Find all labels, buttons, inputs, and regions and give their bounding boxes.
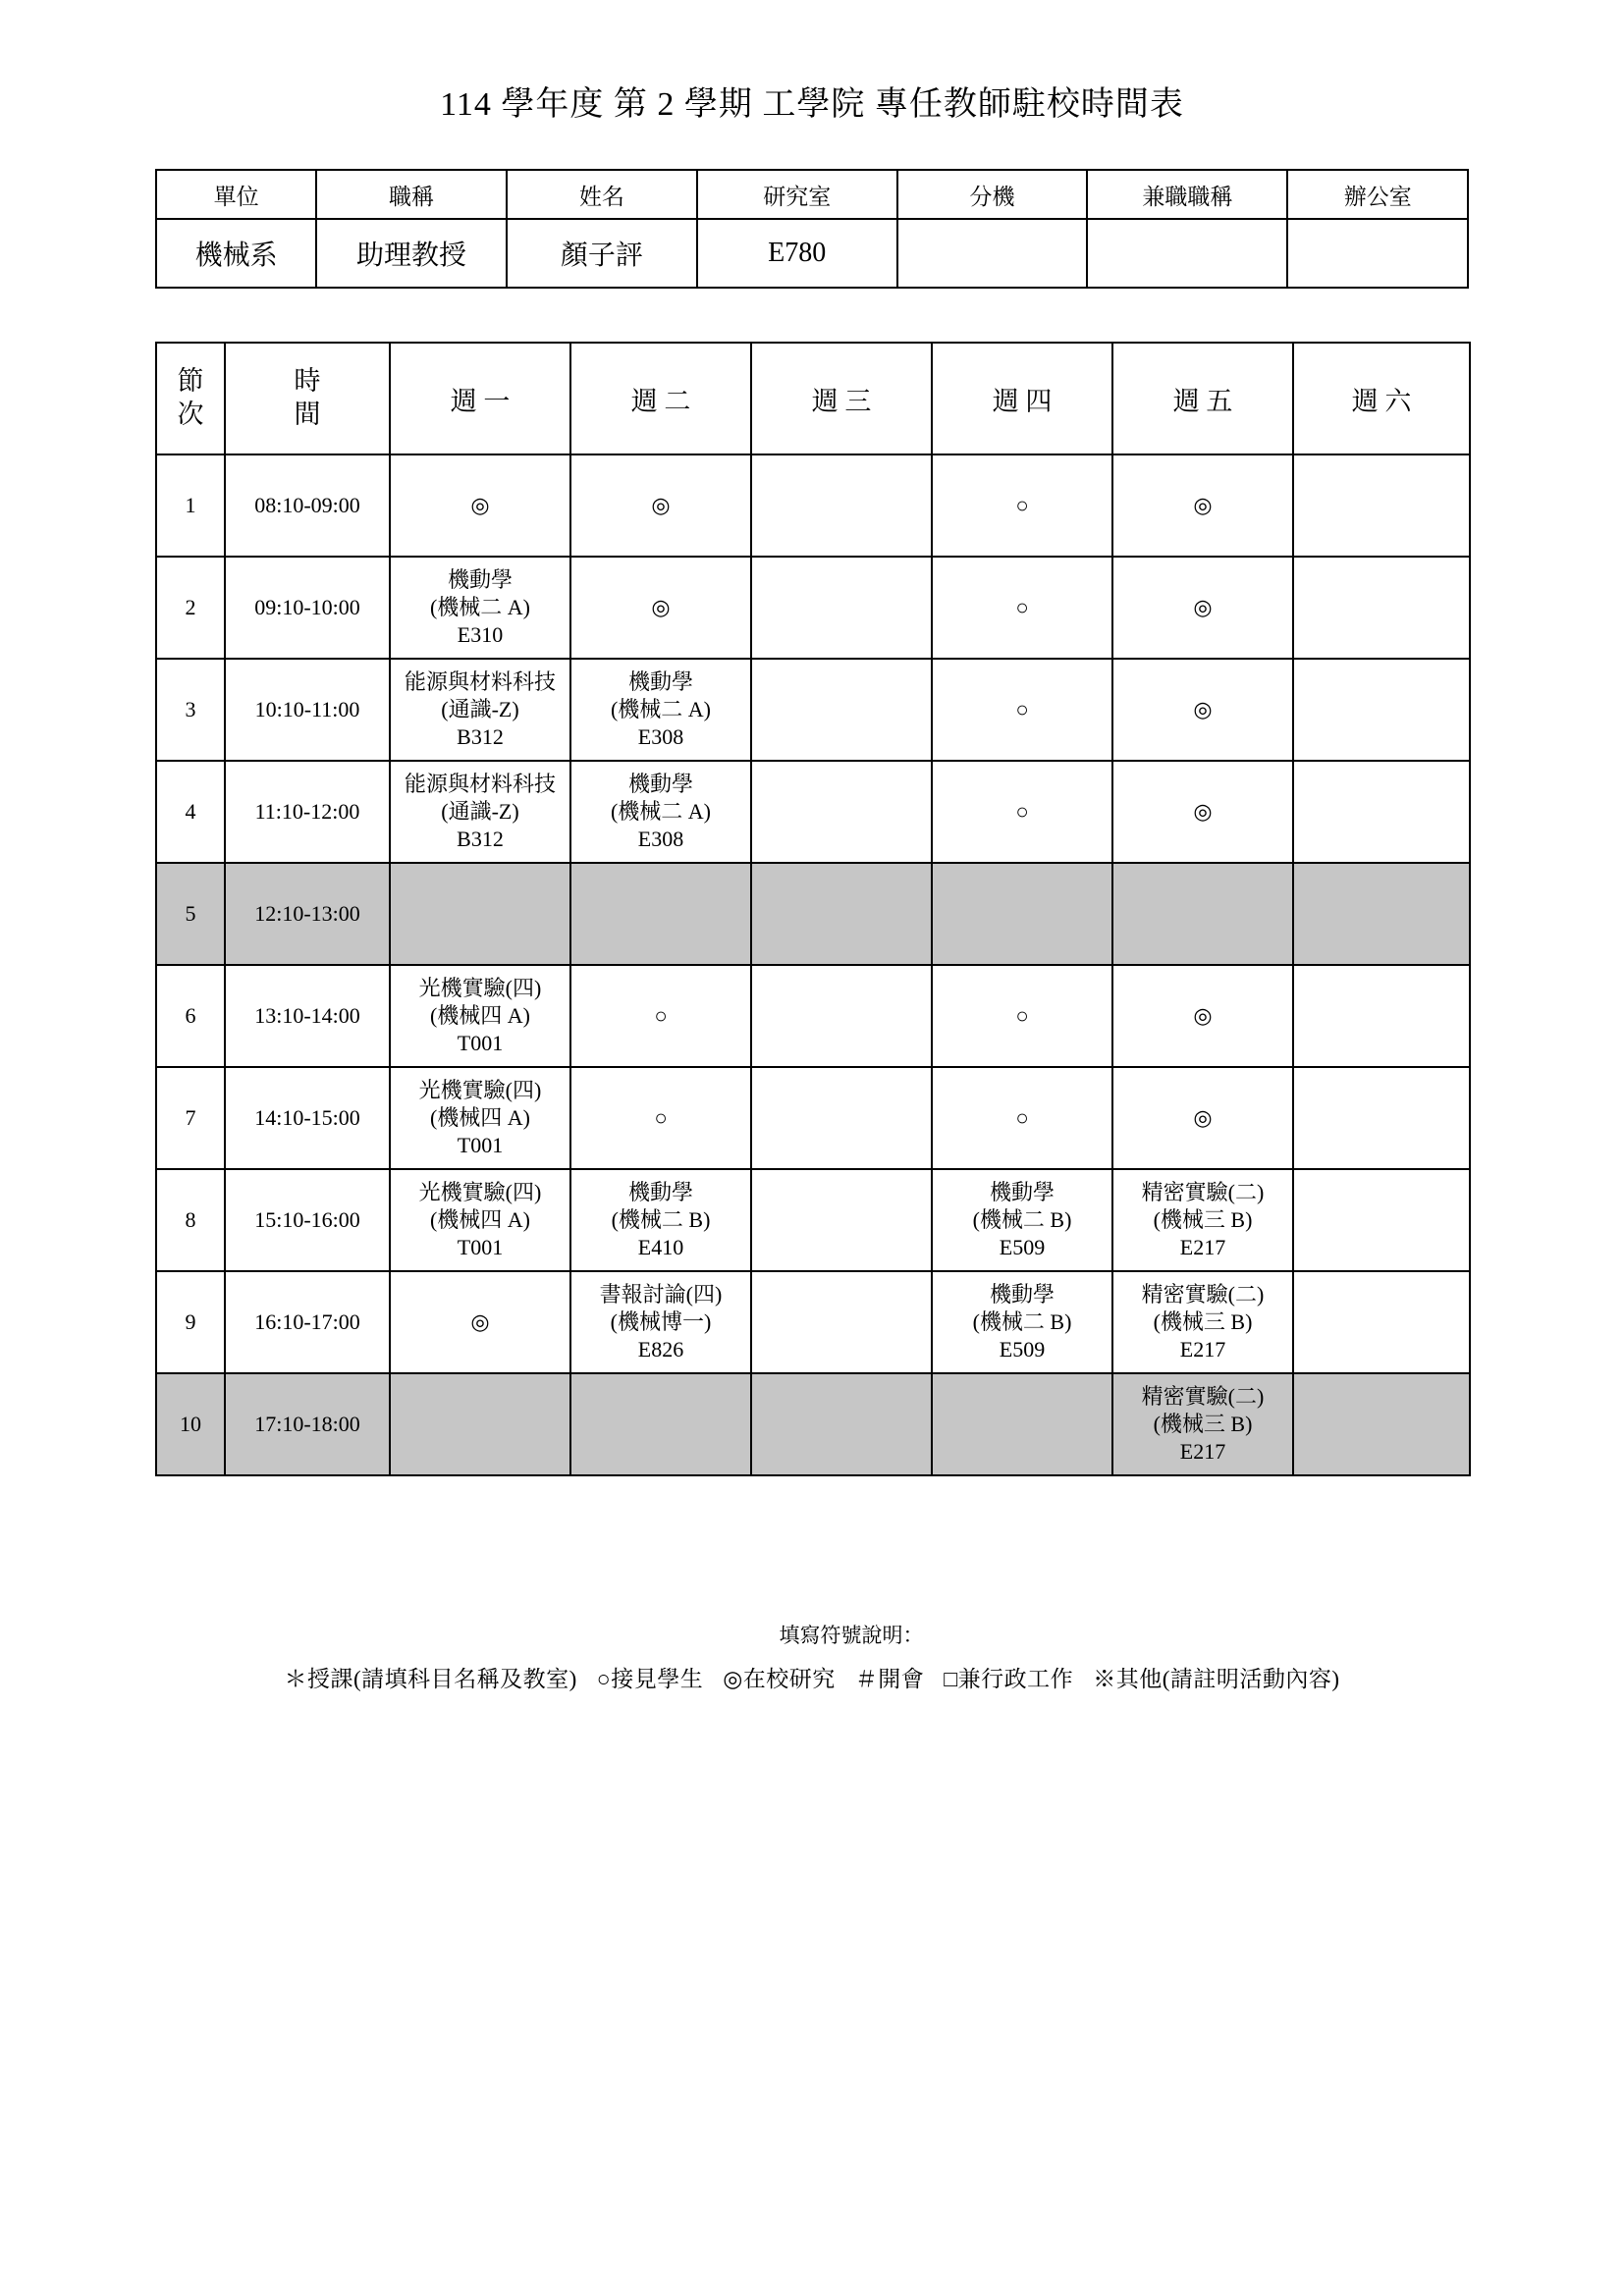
- legend-item: □兼行政工作: [944, 1667, 1074, 1691]
- info-value-concurrent-title: [1087, 219, 1287, 288]
- course-name: 機動學: [989, 1281, 1055, 1307]
- info-value-office: E780: [697, 219, 897, 288]
- cell-wednesday: [751, 965, 932, 1067]
- cell-saturday: [1293, 1169, 1470, 1271]
- course-class: (機械二 A): [429, 594, 531, 619]
- info-value-row: [156, 219, 1468, 288]
- cell-tuesday: ◎: [570, 557, 751, 659]
- legend-item: ＃開會: [854, 1667, 925, 1691]
- course-name: 精密實驗(二): [1141, 1179, 1265, 1204]
- page-title: 114 學年度 第 2 學期 工學院 專任教師駐校時間表: [440, 86, 1184, 123]
- legend-title: 填寫符號說明：: [779, 1624, 924, 1647]
- schedule-row: [156, 965, 1470, 1067]
- course-name: 機動學: [447, 566, 513, 592]
- cell-monday: ◎: [390, 454, 570, 557]
- info-value-extension: [897, 219, 1088, 288]
- cell-thursday: ○: [932, 659, 1112, 761]
- cell-saturday: [1293, 1271, 1470, 1373]
- cell-saturday: [1293, 761, 1470, 863]
- course-class: (通識-Z): [441, 798, 519, 824]
- course-room: T001: [457, 1235, 504, 1260]
- header-friday: 週 五: [1112, 343, 1293, 454]
- course-name: 光機實驗(四): [418, 975, 542, 1000]
- cell-friday: [1112, 863, 1293, 965]
- cell-period: 10: [156, 1373, 225, 1475]
- header-time-line1: 時: [294, 366, 321, 397]
- cell-monday: [390, 1169, 570, 1271]
- cell-tuesday: [570, 659, 751, 761]
- cell-wednesday: [751, 557, 932, 659]
- info-value-unit: 機械系: [156, 219, 316, 288]
- course-room: T001: [457, 1031, 504, 1056]
- course-room: E217: [1179, 1439, 1226, 1465]
- legend-items: [0, 1661, 1624, 1693]
- course-class: (機械四 A): [429, 1002, 531, 1028]
- info-value-title: 助理教授: [316, 219, 507, 288]
- schedule-row: [156, 557, 1470, 659]
- cell-wednesday: [751, 1169, 932, 1271]
- info-value-name: 顏子評: [507, 219, 697, 288]
- course-room: E217: [1179, 1235, 1226, 1260]
- cell-time: 16:10-17:00: [225, 1271, 390, 1373]
- cell-thursday: ○: [932, 557, 1112, 659]
- cell-period: 7: [156, 1067, 225, 1169]
- cell-period: 2: [156, 557, 225, 659]
- cell-saturday: [1293, 454, 1470, 557]
- cell-thursday: ○: [932, 761, 1112, 863]
- course-room: B312: [457, 827, 504, 852]
- header-period-line1: 節: [177, 366, 204, 397]
- cell-period: 8: [156, 1169, 225, 1271]
- course-room: E217: [1179, 1337, 1226, 1362]
- course-class: (機械二 A): [610, 696, 712, 721]
- course-class: (機械博一): [610, 1308, 712, 1334]
- cell-wednesday: [751, 863, 932, 965]
- cell-tuesday: ○: [570, 1067, 751, 1169]
- schedule-row: [156, 761, 1470, 863]
- cell-thursday: ○: [932, 1067, 1112, 1169]
- course-room: E509: [999, 1337, 1046, 1362]
- course-class: (機械二 A): [610, 798, 712, 824]
- info-value-admin-office: [1287, 219, 1468, 288]
- cell-friday: ◎: [1112, 965, 1293, 1067]
- cell-wednesday: [751, 761, 932, 863]
- cell-time: 08:10-09:00: [225, 454, 390, 557]
- legend-item: ◎在校研究: [723, 1667, 836, 1691]
- cell-time: 15:10-16:00: [225, 1169, 390, 1271]
- header-wednesday: 週 三: [751, 343, 932, 454]
- cell-friday: ◎: [1112, 454, 1293, 557]
- course-class: (通識-Z): [441, 696, 519, 721]
- course-class: (機械二 B): [972, 1308, 1072, 1334]
- header-time-line2: 間: [294, 400, 321, 429]
- header-thursday: 週 四: [932, 343, 1112, 454]
- schedule-row: [156, 1169, 1470, 1271]
- schedule-row: [156, 1373, 1470, 1475]
- info-header-concurrent-title: 兼職職稱: [1087, 170, 1287, 219]
- cell-tuesday: [570, 863, 751, 965]
- cell-period: 5: [156, 863, 225, 965]
- cell-thursday: [932, 1169, 1112, 1271]
- course-class: (機械四 A): [429, 1104, 531, 1130]
- legend-item: ○接見學生: [596, 1667, 704, 1691]
- cell-time: 11:10-12:00: [225, 761, 390, 863]
- course-room: E410: [637, 1235, 684, 1260]
- schedule-row: [156, 1067, 1470, 1169]
- course-name: 光機實驗(四): [418, 1077, 542, 1102]
- info-header-name: 姓名: [507, 170, 697, 219]
- info-header-office: 研究室: [697, 170, 897, 219]
- course-room: T001: [457, 1133, 504, 1158]
- cell-monday: [390, 557, 570, 659]
- cell-saturday: [1293, 557, 1470, 659]
- header-time: [225, 343, 390, 454]
- course-room: B312: [457, 724, 504, 750]
- cell-time: 14:10-15:00: [225, 1067, 390, 1169]
- legend-item: ＊授課(請填科目名稱及教室): [284, 1667, 577, 1691]
- course-class: (機械二 B): [611, 1206, 711, 1232]
- cell-wednesday: [751, 454, 932, 557]
- info-header-extension: 分機: [897, 170, 1088, 219]
- course-room: E509: [999, 1235, 1046, 1260]
- schedule-row: [156, 659, 1470, 761]
- cell-wednesday: [751, 1067, 932, 1169]
- course-class: (機械三 B): [1153, 1411, 1253, 1436]
- cell-wednesday: [751, 1373, 932, 1475]
- cell-monday: [390, 965, 570, 1067]
- cell-monday: [390, 659, 570, 761]
- course-name: 精密實驗(二): [1141, 1383, 1265, 1409]
- info-header-row: [156, 170, 1468, 219]
- cell-time: 09:10-10:00: [225, 557, 390, 659]
- cell-thursday: ○: [932, 965, 1112, 1067]
- schedule-row: [156, 863, 1470, 965]
- info-header-unit: 單位: [156, 170, 316, 219]
- cell-friday: ◎: [1112, 659, 1293, 761]
- cell-saturday: [1293, 863, 1470, 965]
- course-name: 書報討論(四): [599, 1281, 723, 1307]
- cell-monday: [390, 1067, 570, 1169]
- cell-saturday: [1293, 659, 1470, 761]
- cell-monday: [390, 761, 570, 863]
- course-class: (機械三 B): [1153, 1206, 1253, 1232]
- header-period: [156, 343, 225, 454]
- schedule-header-row: [156, 343, 1470, 454]
- course-class: (機械二 B): [972, 1206, 1072, 1232]
- course-name: 機動學: [627, 771, 693, 796]
- cell-period: 3: [156, 659, 225, 761]
- cell-time: 13:10-14:00: [225, 965, 390, 1067]
- cell-period: 1: [156, 454, 225, 557]
- course-room: E308: [637, 724, 684, 750]
- cell-time: 12:10-13:00: [225, 863, 390, 965]
- schedule-table: [155, 342, 1471, 1476]
- course-name: 能源與材料科技: [404, 771, 556, 796]
- cell-thursday: [932, 1373, 1112, 1475]
- course-name: 能源與材料科技: [404, 668, 556, 694]
- cell-tuesday: [570, 1373, 751, 1475]
- schedule-row: [156, 454, 1470, 557]
- cell-tuesday: [570, 761, 751, 863]
- course-name: 精密實驗(二): [1141, 1281, 1265, 1307]
- course-name: 光機實驗(四): [418, 1179, 542, 1204]
- cell-tuesday: [570, 1271, 751, 1373]
- cell-friday: [1112, 1271, 1293, 1373]
- course-name: 機動學: [627, 1179, 693, 1204]
- course-room: E308: [637, 827, 684, 852]
- cell-period: 4: [156, 761, 225, 863]
- cell-saturday: [1293, 1373, 1470, 1475]
- cell-friday: [1112, 1373, 1293, 1475]
- cell-monday: [390, 1373, 570, 1475]
- cell-time: 17:10-18:00: [225, 1373, 390, 1475]
- cell-wednesday: [751, 659, 932, 761]
- cell-time: 10:10-11:00: [225, 659, 390, 761]
- teacher-info-table: [155, 169, 1469, 289]
- cell-period: 9: [156, 1271, 225, 1373]
- course-room: E310: [457, 622, 504, 648]
- cell-saturday: [1293, 1067, 1470, 1169]
- cell-friday: ◎: [1112, 557, 1293, 659]
- cell-tuesday: ◎: [570, 454, 751, 557]
- cell-period: 6: [156, 965, 225, 1067]
- cell-friday: [1112, 1169, 1293, 1271]
- header-monday: 週 一: [390, 343, 570, 454]
- cell-tuesday: [570, 1169, 751, 1271]
- header-period-line2: 次: [177, 400, 204, 429]
- course-name: 機動學: [627, 668, 693, 694]
- cell-thursday: [932, 1271, 1112, 1373]
- schedule-row: [156, 1271, 1470, 1373]
- course-class: (機械四 A): [429, 1206, 531, 1232]
- cell-friday: ◎: [1112, 1067, 1293, 1169]
- course-room: E826: [637, 1337, 684, 1362]
- cell-thursday: ○: [932, 454, 1112, 557]
- cell-tuesday: ○: [570, 965, 751, 1067]
- info-header-admin-office: 辦公室: [1287, 170, 1468, 219]
- cell-wednesday: [751, 1271, 932, 1373]
- cell-monday: [390, 863, 570, 965]
- cell-thursday: [932, 863, 1112, 965]
- legend-item: ※其他(請註明活動內容): [1093, 1667, 1340, 1691]
- cell-saturday: [1293, 965, 1470, 1067]
- course-class: (機械三 B): [1153, 1308, 1253, 1334]
- header-tuesday: 週 二: [570, 343, 751, 454]
- cell-friday: ◎: [1112, 761, 1293, 863]
- header-saturday: 週 六: [1293, 343, 1470, 454]
- cell-monday: ◎: [390, 1271, 570, 1373]
- course-name: 機動學: [989, 1179, 1055, 1204]
- legend: [0, 1620, 1624, 1693]
- info-header-title: 職稱: [316, 170, 507, 219]
